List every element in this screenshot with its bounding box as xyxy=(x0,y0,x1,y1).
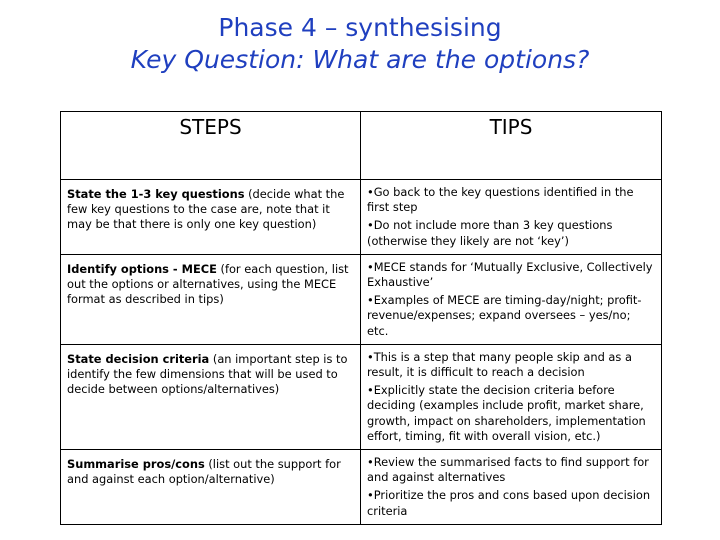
tips-cell xyxy=(361,344,662,449)
tip-item: •Explicitly state the decision criteria before deciding (examples include profit, market share, growth, impact on shareholders, implementation effort, timing, fit with overall vision, etc.) xyxy=(367,383,646,443)
step-title: Identify options - MECE xyxy=(67,261,217,276)
table-header-row xyxy=(61,112,662,180)
step-description: (decide what the few key questions to the case are, note that it may be that there is only one key question) xyxy=(67,187,345,232)
step-cell xyxy=(61,254,361,344)
tip-item: •Review the summarised facts to find support for and against alternatives xyxy=(367,455,649,485)
step-cell xyxy=(61,344,361,449)
tips-cell xyxy=(361,254,662,344)
step-title: State decision criteria xyxy=(67,351,210,366)
slide-title xyxy=(0,12,720,76)
step-description: (an important step is to identify the few dimensions that will be used to decide between options/alternatives) xyxy=(67,351,348,397)
tip-item: •Go back to the key questions identified in the first step xyxy=(367,185,634,215)
header-steps: STEPS xyxy=(61,112,361,180)
table-row xyxy=(61,180,662,255)
table-row xyxy=(61,450,662,525)
tip-item: •This is a step that many people skip and as a result, it is difficult to reach a decision xyxy=(367,349,632,380)
table-row xyxy=(61,344,662,449)
tips-cell xyxy=(361,180,662,255)
step-cell xyxy=(61,450,361,525)
title-line-1: Phase 4 – synthesising xyxy=(218,13,502,42)
header-tips: TIPS xyxy=(361,112,662,180)
table-row xyxy=(61,254,662,344)
step-cell xyxy=(61,180,361,255)
tips-cell xyxy=(361,450,662,525)
step-title: Summarise pros/cons xyxy=(67,457,205,472)
tip-item: •Do not include more than 3 key questions (otherwise they likely are not ‘key’) xyxy=(367,218,613,248)
tip-item: •MECE stands for ‘Mutually Exclusive, Collectively Exhaustive’ xyxy=(367,259,653,290)
title-line-2: Key Question: What are the options? xyxy=(130,45,590,74)
step-title: State the 1-3 key questions xyxy=(67,187,245,201)
tip-item: •Examples of MECE are timing-day/night; profit-revenue/expenses; expand oversees – yes/no; etc. xyxy=(367,293,642,338)
step-description: (for each question, list out the options or alternatives, using the MECE format as described in tips) xyxy=(67,261,349,307)
tip-item: •Prioritize the pros and cons based upon decision criteria xyxy=(367,488,651,518)
steps-tips-table xyxy=(60,111,662,525)
step-description: (list out the support for and against each option/alternative) xyxy=(67,457,341,487)
